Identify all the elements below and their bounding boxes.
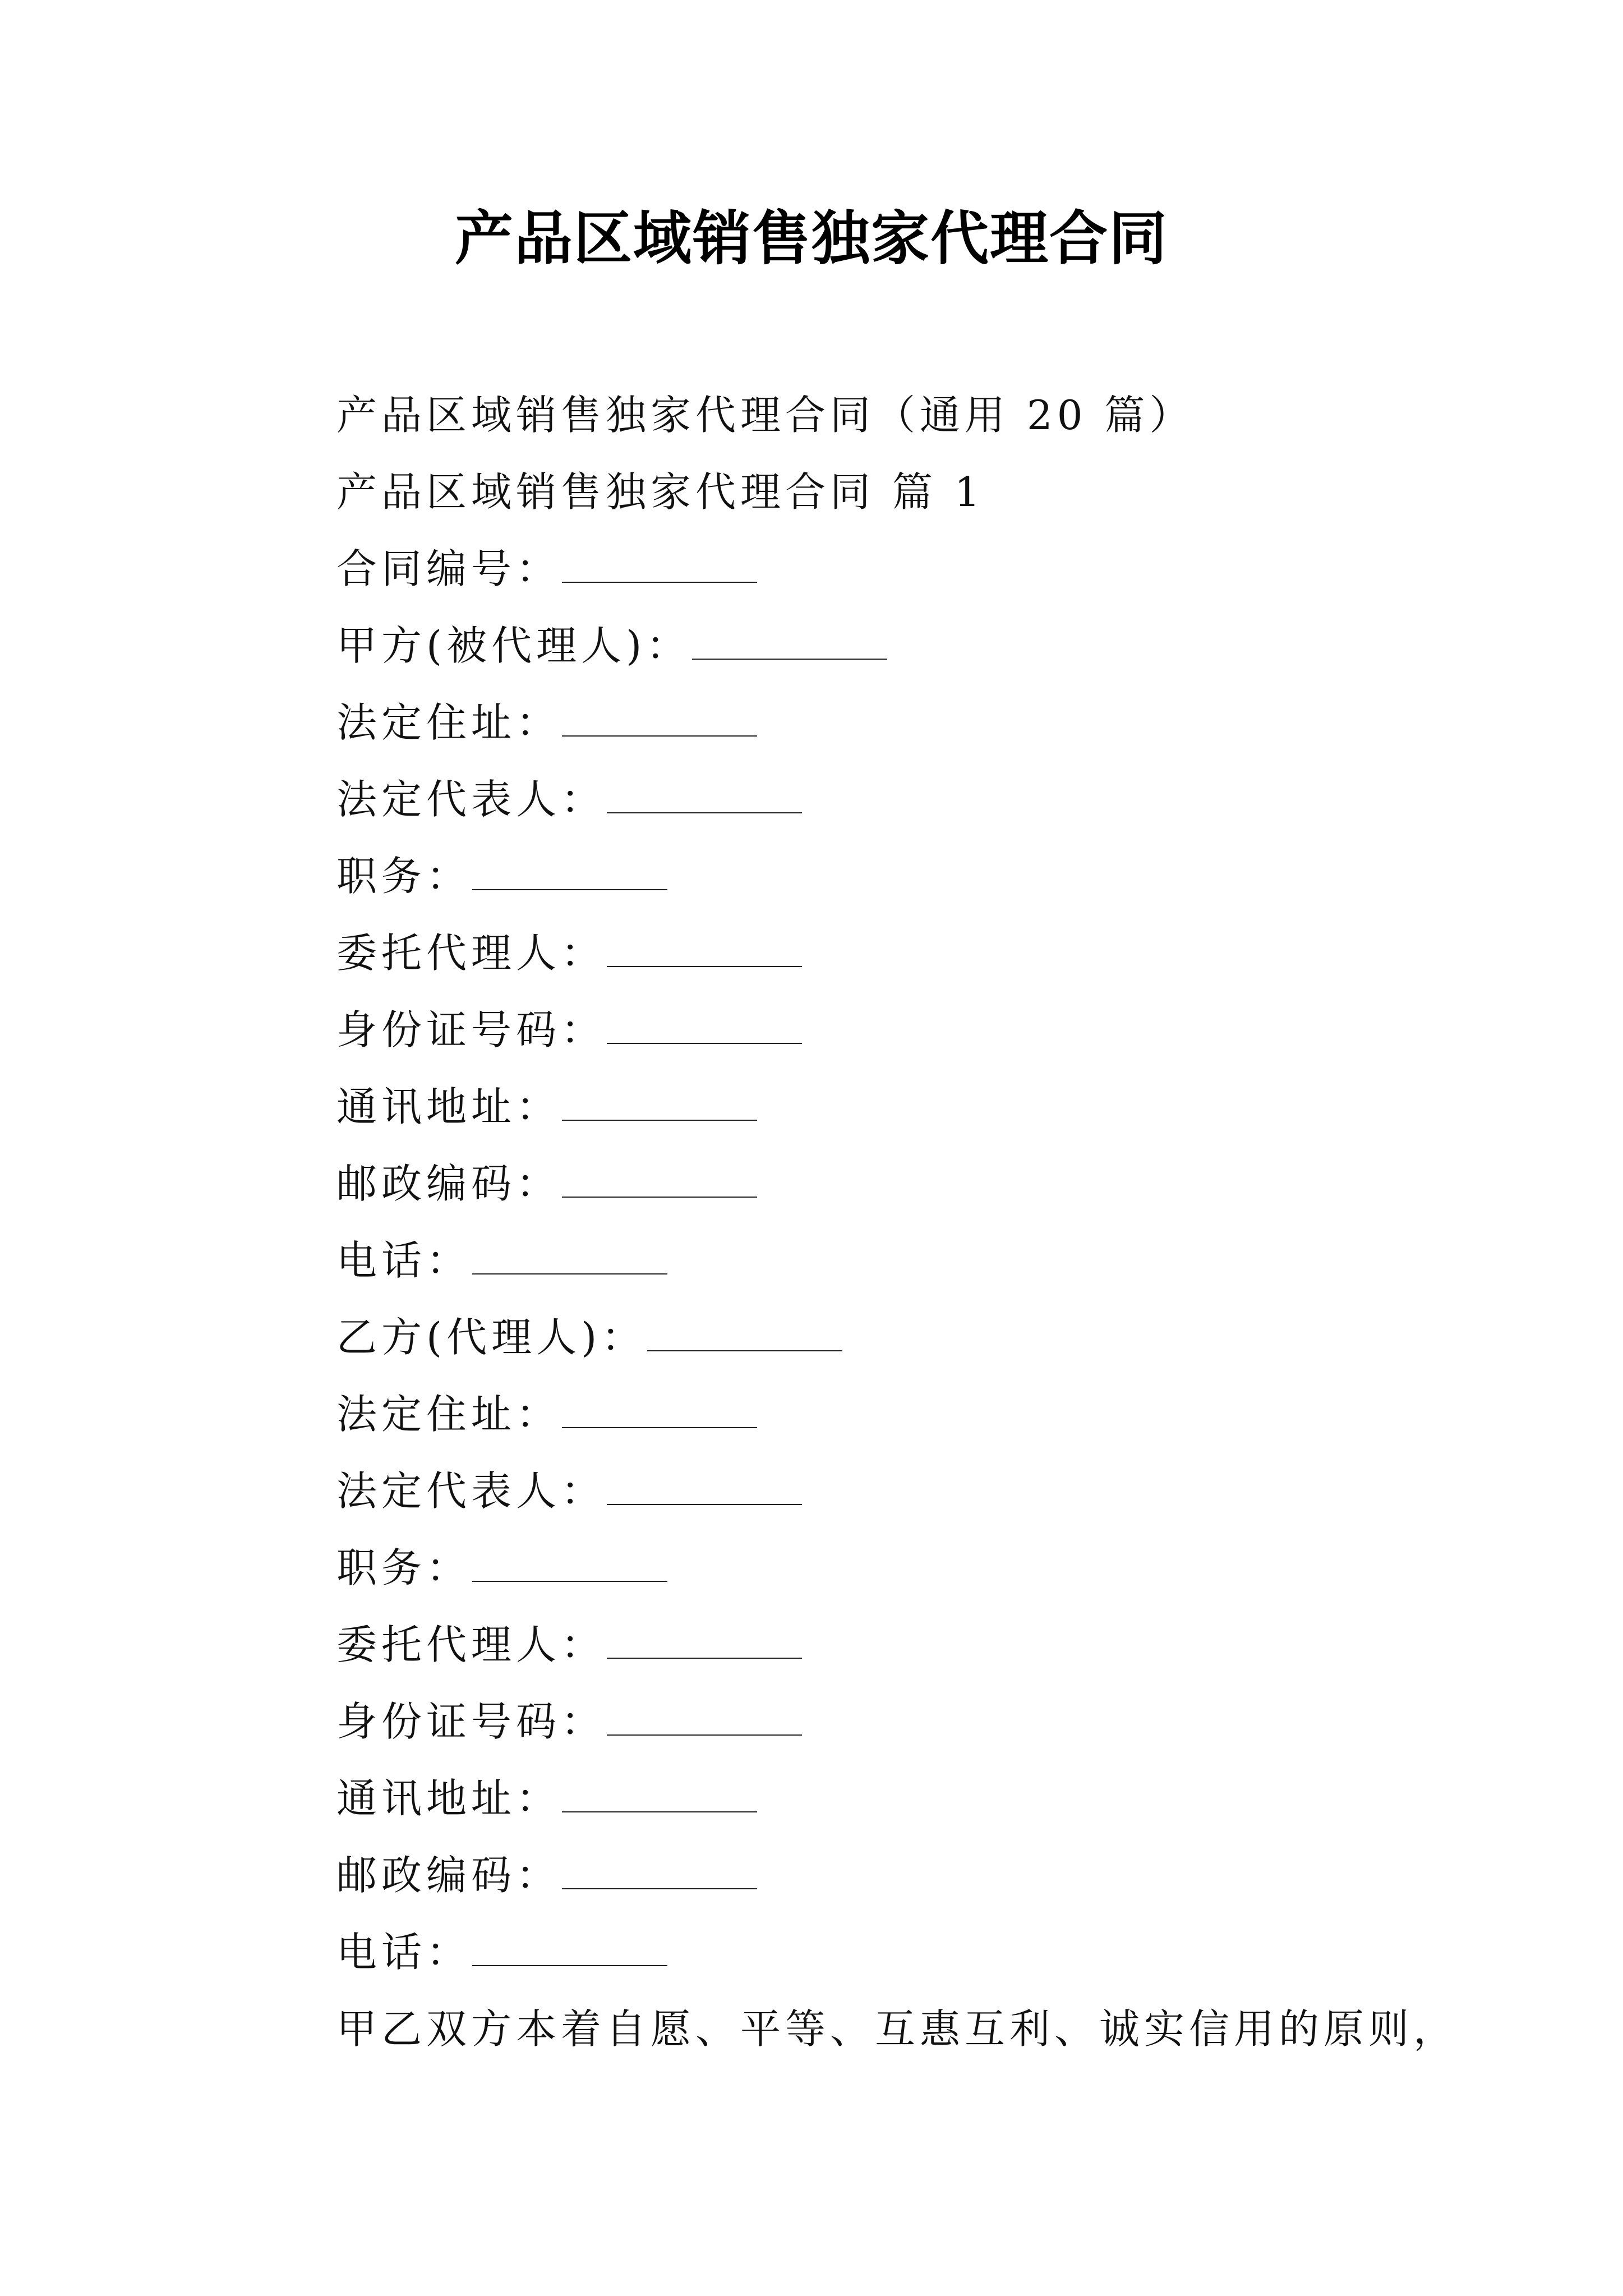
field-line	[336, 1837, 1458, 1914]
blank-line	[607, 1017, 802, 1044]
blank-line	[607, 786, 802, 813]
field-label: 法定代表人：	[336, 1467, 606, 1515]
field-label: 法定住址：	[336, 1391, 561, 1438]
field-line	[336, 915, 1458, 992]
field-line	[336, 761, 1458, 838]
field-line	[336, 1145, 1458, 1222]
field-label: 乙方(代理人)：	[336, 1314, 647, 1361]
field-label: 通讯地址：	[336, 1083, 561, 1130]
blank-line	[562, 1401, 757, 1428]
blank-line	[472, 863, 667, 890]
field-label: 职务：	[336, 853, 472, 900]
field-label: 通讯地址：	[336, 1775, 561, 1822]
blank-line	[607, 1709, 802, 1736]
field-label: 身份证号码：	[336, 1698, 606, 1745]
blank-line	[692, 633, 887, 660]
blank-line	[472, 1555, 667, 1582]
section-heading: 产品区域销售独家代理合同 篇 1	[336, 468, 985, 516]
field-label: 职务：	[336, 1544, 472, 1591]
field-line	[336, 1299, 1458, 1376]
blank-line	[562, 710, 757, 737]
field-line	[336, 1069, 1458, 1145]
blank-line	[607, 1478, 802, 1505]
field-label: 甲方(被代理人)：	[336, 622, 691, 669]
field-line	[336, 684, 1458, 761]
field-label: 法定住址：	[336, 699, 561, 746]
field-label: 身份证号码：	[336, 1006, 606, 1053]
field-label: 电话：	[336, 1237, 472, 1284]
blank-line	[562, 556, 757, 583]
field-label: 合同编号：	[336, 545, 561, 592]
field-label: 电话：	[336, 1929, 472, 1976]
field-line	[336, 1683, 1458, 1760]
field-label: 委托代理人：	[336, 1621, 606, 1668]
blank-line	[472, 1939, 667, 1966]
field-line	[336, 1376, 1458, 1453]
field-label: 邮政编码：	[336, 1160, 561, 1207]
document-body	[336, 377, 1458, 2068]
field-line	[336, 1222, 1458, 1299]
blank-line	[562, 1171, 757, 1198]
field-line	[336, 608, 1458, 684]
field-line	[336, 1914, 1458, 1991]
field-label: 法定代表人：	[336, 776, 606, 823]
field-label: 委托代理人：	[336, 930, 606, 977]
document-subtitle: 产品区域销售独家代理合同（通用 20 篇）	[336, 392, 1195, 439]
field-line	[336, 838, 1458, 915]
blank-line	[562, 1094, 757, 1121]
field-line	[336, 1453, 1458, 1530]
field-line	[336, 1607, 1458, 1683]
field-label: 邮政编码：	[336, 1852, 561, 1899]
closing-line: 甲乙双方本着自愿、平等、互惠互利、诚实信用的原则，	[336, 2005, 1459, 2053]
blank-line	[647, 1324, 842, 1351]
blank-line	[472, 1248, 667, 1274]
blank-line	[607, 940, 802, 967]
field-line	[336, 531, 1458, 608]
field-line	[336, 1530, 1458, 1607]
blank-line	[562, 1786, 757, 1812]
blank-line	[607, 1632, 802, 1659]
blank-line	[562, 1862, 757, 1889]
field-line	[336, 1760, 1458, 1837]
field-line	[336, 992, 1458, 1069]
document-title: 产品区域销售独家代理合同	[454, 204, 1168, 273]
